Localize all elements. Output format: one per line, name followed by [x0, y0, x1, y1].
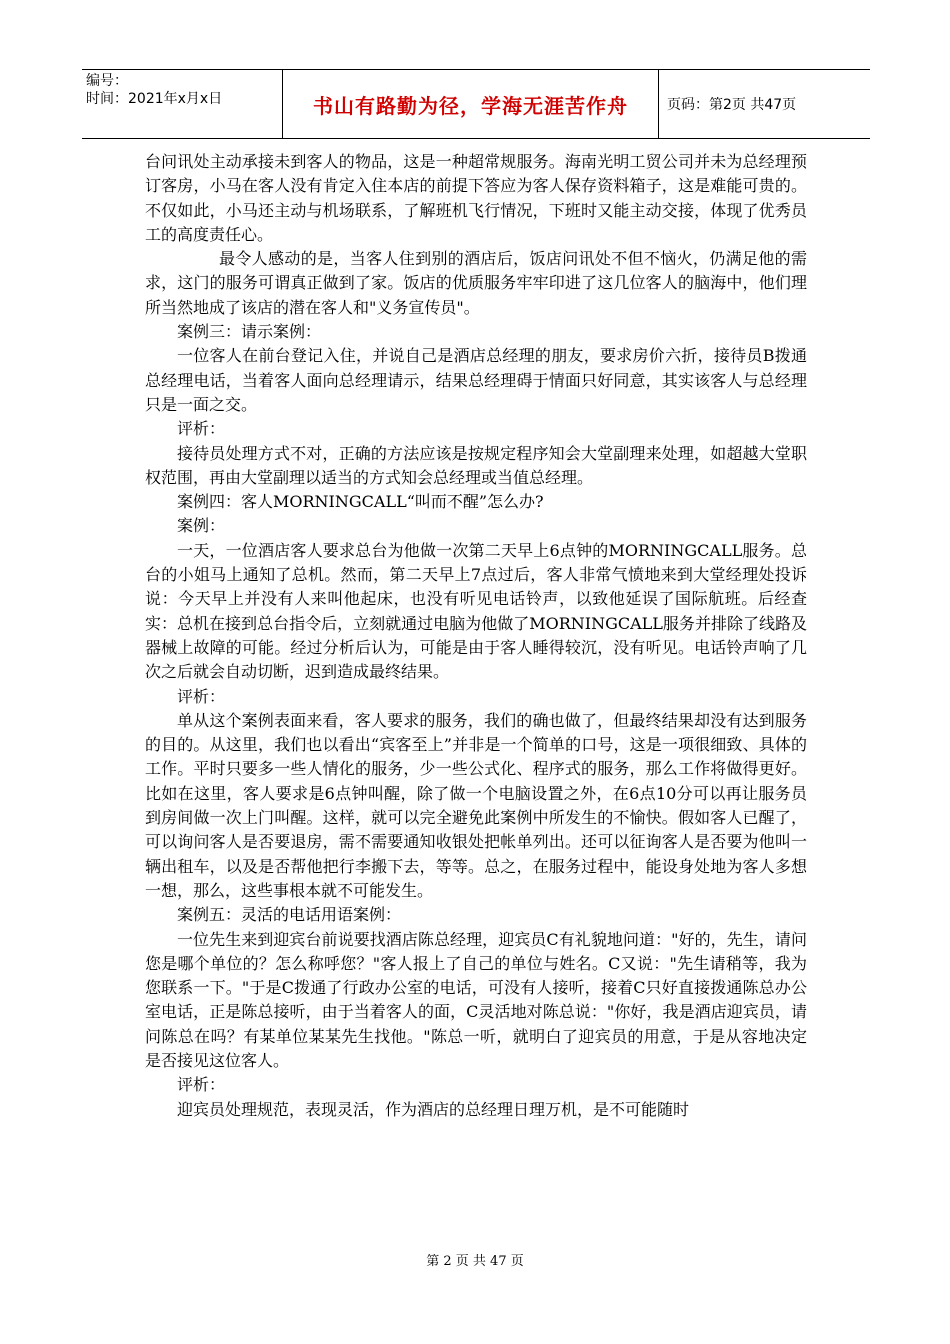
paragraph: 台问讯处主动承接未到客人的物品，这是一种超常规服务。海南光明工贸公司并未为总经理预订客房，小马在客人没有肯定入住本店的前提下答应为客人保存资料箱子，这是难能可贵的。不仅如此，小马还主动与机场联系，了解班机飞行情况，下班时又能主动交接，体现了优秀员工的高度责任心。: [145, 152, 807, 244]
case-heading: 案例五：灵活的电话用语案例：: [177, 905, 402, 925]
page-header: [82, 69, 870, 139]
paragraph: 一天，一位酒店客人要求总台为他做一次第二天早上6点钟的MORNINGCALL服务。总台的小姐马上通知了总机。然而，第二天早上7点过后，客人非常气愤地来到大堂经理处投诉说：今天早上并没有人来叫他起床，也没有听见电话铃声，以致他延误了国际航班。后经查实：总机在接到总台指令后，立刻就通过电脑为他做了MORNINGCALL服务并排除了线路及器械上故障的可能。经过分析后认为，可能是由于客人睡得较沉，没有听见。电话铃声响了几次之后就会自动切断，迟到造成最终结果。: [145, 540, 807, 682]
header-meta: [82, 70, 282, 138]
analysis-heading: 评析：: [177, 419, 226, 439]
paragraph: 一位先生来到迎宾台前说要找酒店陈总经理，迎宾员C有礼貌地问道："好的，先生，请问您是哪个单位的？怎么称呼您？"客人报上了自己的单位与姓名。C又说："先生请稍等，我为您联系一下。"于是C拨通了行政办公室的电话，可没有人接听，接着C只好直接拨通陈总办公室电话，正是陈总接听，由于当着客人的面，C灵活地对陈总说："你好，我是酒店迎宾员，请问陈总在吗？有某单位某某先生找他。"陈总一听，就明白了迎宾员的用意，于是从容地决定是否接见这位客人。: [145, 929, 807, 1070]
analysis-heading: 评析：: [177, 686, 226, 706]
paragraph: 迎宾员处理规范，表现灵活，作为酒店的总经理日理万机，是不可能随时: [177, 1099, 690, 1119]
document-body: [145, 150, 807, 1122]
case-subheading: 案例：: [177, 516, 226, 536]
paragraph: 接待员处理方式不对，正确的方法应该是按规定程序知会大堂副理来处理，如超越大堂职权范围，再由大堂副理以适当的方式知会总经理或当值总经理。: [145, 443, 807, 487]
header-page-info: 页码：第2页 共47页: [667, 97, 797, 113]
header-motto: 书山有路勤为径，学海无涯苦作舟: [313, 93, 628, 118]
case-heading: 案例三：请示案例：: [177, 322, 322, 342]
document-code-label: 编号：: [86, 73, 128, 89]
paragraph: 最令人感动的是，当客人住到别的酒店后，饭店问讯处不但不恼火，仍满足他的需求，这门的服务可谓真正做到了家。饭店的优质服务牢牢印进了这几位客人的脑海中，他们理所当然地成了该店的潜在客人和"义务宣传员"。: [145, 249, 807, 317]
case-heading: 案例四：客人MORNINGCALL“叫而不醒”怎么办?: [177, 492, 544, 512]
analysis-heading: 评析：: [177, 1075, 226, 1095]
paragraph: 单从这个案例表面来看，客人要求的服务，我们的确也做了，但最终结果却没有达到服务的目的。从这里，我们也以看出“宾客至上”并非是一个简单的口号，这是一项很细致、具体的工作。平时只要多一些人情化的服务，少一些公式化、程序式的服务，那么工作将做得更好。比如在这里，客人要求是6点钟叫醒，除了做一个电脑设置之外，在6点10分可以再让服务员到房间做一次上门叫醒。这样，就可以完全避免此案例中所发生的不愉快。假如客人已醒了，可以询问客人是否要退房，需不需要通知收银处把帐单列出。还可以征询客人是否要为他叫一辆出租车，以及是否帮他把行李搬下去，等等。总之，在服务过程中，能设身处地为客人多想一想，那么，这些事根本就不可能发生。: [145, 710, 807, 900]
document-date-label: 时间：2021年x月x日: [86, 91, 223, 107]
page-footer: 第 2 页 共 47 页: [426, 1254, 524, 1269]
paragraph: 一位客人在前台登记入住，并说自己是酒店总经理的朋友，要求房价六折，接待员B拨通总经理电话，当着客人面向总经理请示，结果总经理碍于情面只好同意，其实该客人与总经理只是一面之交。: [145, 346, 807, 414]
